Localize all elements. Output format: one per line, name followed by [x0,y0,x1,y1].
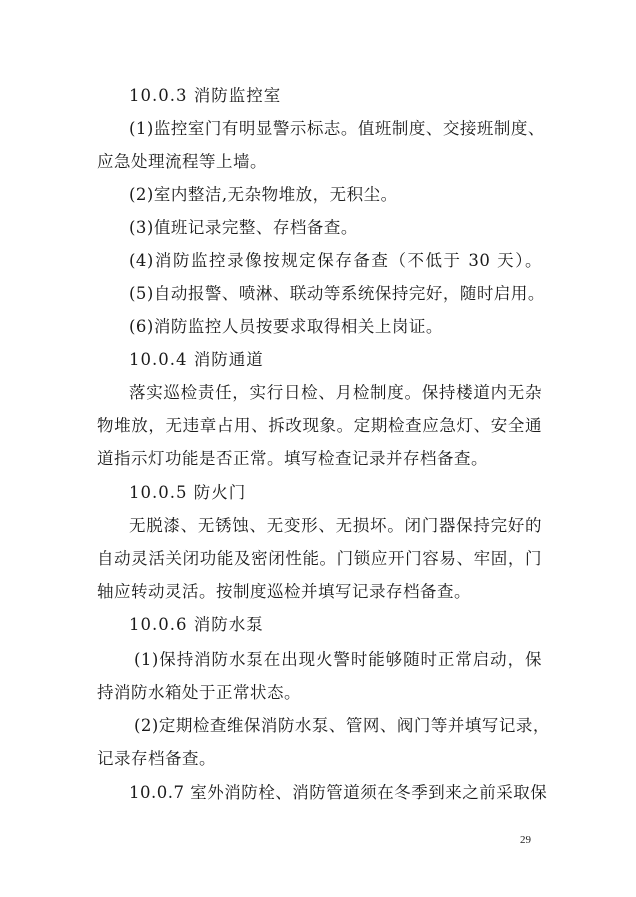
paragraph-line: 道指示灯功能是否正常。填写检查记录并存档备查。 [97,449,488,468]
paragraph-line: 自动灵活关闭功能及密闭性能。门锁应开门容易、牢固，门 [97,549,542,568]
paragraph-line: (1)监控室门有明显警示标志。值班制度、交接班制度、 [129,119,545,138]
paragraph-line: 记录存档备查。 [97,749,216,768]
paragraph-line: (6)消防监控人员按要求取得相关上岗证。 [129,317,443,336]
section-heading-10-0-5: 10.0.5 防火门 [129,483,247,502]
section-heading-10-0-6: 10.0.6 消防水泵 [129,615,264,634]
paragraph-line: (5)自动报警、喷淋、联动等系统保持完好，随时启用。 [129,284,545,303]
section-heading-10-0-3: 10.0.3 消防监控室 [129,86,282,105]
paragraph-line: 落实巡检责任，实行日检、月检制度。保持楼道内无杂 [129,383,542,402]
paragraph-line: 物堆放，无违章占用、拆改现象。定期检查应急灯、安全通 [97,416,542,435]
paragraph-line: (4)消防监控录像按规定保存备查（不低于 30 天）。 [129,251,542,270]
section-heading-10-0-7: 10.0.7 室外消防栓、消防管道须在冬季到来之前采取保 [129,783,548,802]
paragraph-line: (3)值班记录完整、存档备查。 [129,218,358,237]
paragraph-line: 轴应转动灵活。按制度巡检并填写记录存档备查。 [97,582,471,601]
paragraph-line: 应急处理流程等上墙。 [97,152,267,171]
section-heading-10-0-4: 10.0.4 消防通道 [129,350,264,369]
page-number: 29 [520,834,531,846]
paragraph-line: (2)定期检查维保消防水泵、管网、阀门等并填写记录， [134,716,550,735]
paragraph-line: (2)室内整洁,无杂物堆放，无积尘。 [129,185,398,204]
paragraph-line: (1)保持消防水泵在出现火警时能够随时正常启动，保 [134,650,542,669]
paragraph-line: 持消防水箱处于正常状态。 [97,683,301,702]
paragraph-line: 无脱漆、无锈蚀、无变形、无损坏。闭门器保持完好的 [129,516,542,535]
